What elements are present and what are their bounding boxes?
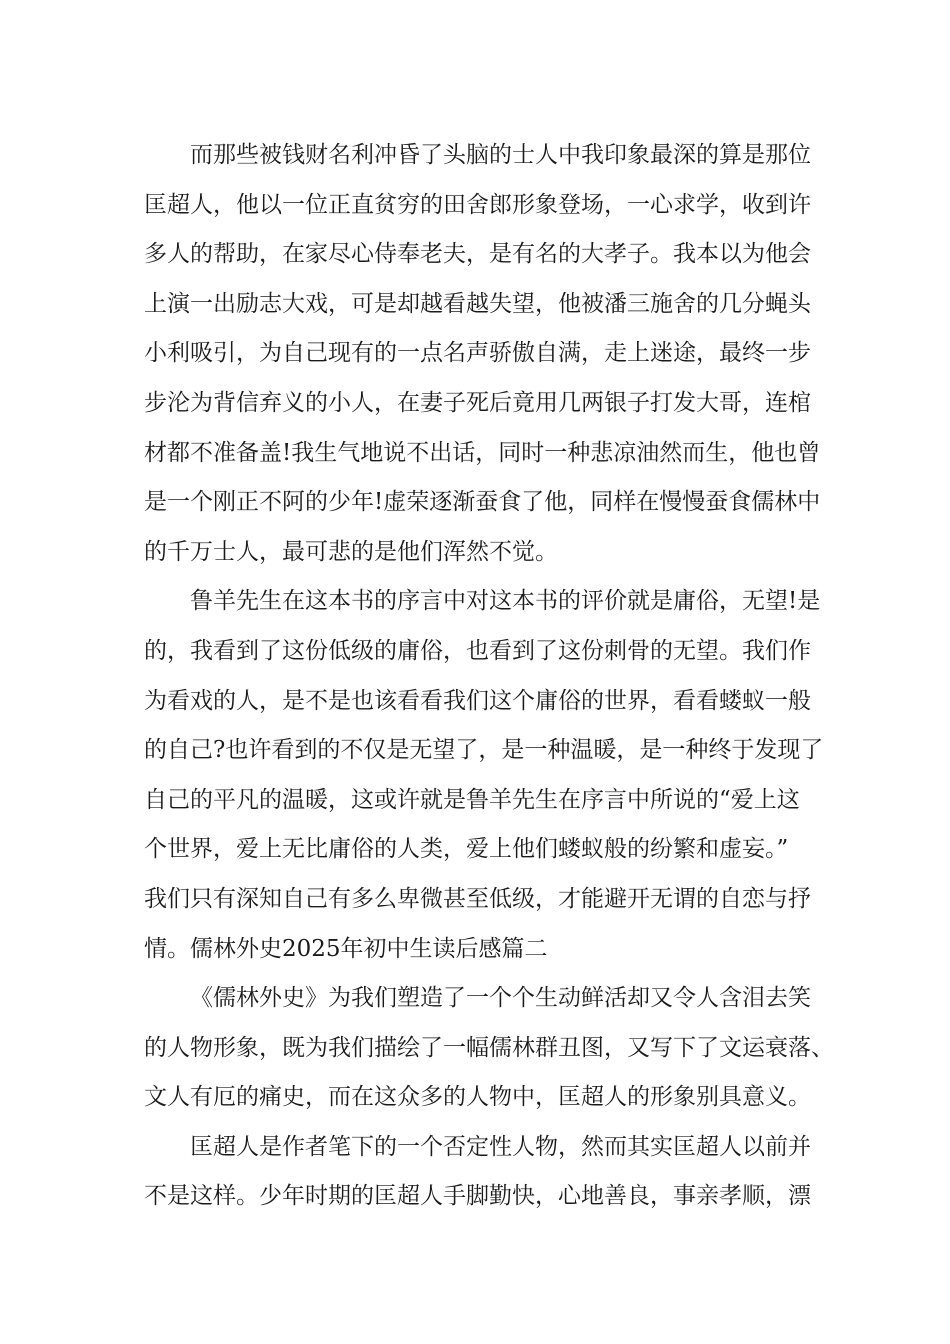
text-line: 的千万士人，最可悲的是他们浑然不觉。 [144,538,558,565]
text-line: 步沦为背信弃义的小人，在妻子死后竟用几两银子打发大哥，连棺 [144,389,811,416]
text-line: 的人物形象，既为我们描绘了一幅儒林群丑图，又写下了文运衰落、 [144,1034,834,1061]
text-line: 我们只有深知自己有多么卑微甚至低级，才能避开无谓的自恋与抒 [144,885,811,912]
text-line: 不是这样。少年时期的匡超人手脚勤快，心地善良，事亲孝顺，漂 [144,1183,811,1210]
text-line: 小利吸引，为自己现有的一点名声骄傲自满，走上迷途，最终一步 [144,340,811,367]
text-line: 而那些被钱财名利冲昏了头脑的士人中我印象最深的算是那位 [190,142,811,168]
text-line: 个世界，爱上无比庸俗的人类，爱上他们蝼蚁般的纷繁和虚妄。” [144,836,789,863]
text-line: 匡超人，他以一位正直贫穷的田舍郎形象登场，一心求学，收到许 [144,191,811,218]
text-line: 《儒林外史》为我们塑造了一个个生动鲜活却又令人含泪去笑 [190,985,811,1012]
text-line: 上演一出励志大戏，可是却越看越失望，他被潘三施舍的几分蝇头 [144,290,811,317]
text-line: 鲁羊先生在这本书的序言中对这本书的评价就是庸俗，无望!是 [190,588,821,615]
text-line: 为看戏的人，是不是也该看看我们这个庸俗的世界，看看蝼蚁一般 [144,687,811,714]
text-line: 文人有厄的痛史，而在这众多的人物中，匡超人的形象别具意义。 [144,1084,811,1111]
text-line: 多人的帮助，在家尽心侍奉老夫，是有名的大孝子。我本以为他会 [144,241,811,268]
text-line: 自己的平凡的温暖，这或许就是鲁羊先生在序言中所说的“爱上这 [144,786,800,813]
text-line: 是一个刚正不阿的少年!虚荣逐渐蚕食了他，同样在慢慢蚕食儒林中 [144,489,821,516]
text-line: 材都不准备盖!我生气地说不出话，同时一种悲凉油然而生，他也曾 [144,439,821,466]
text-line: 匡超人是作者笔下的一个否定性人物，然而其实匡超人以前并 [190,1133,811,1160]
text-line: 的自己?也许看到的不仅是无望了，是一种温暖，是一种终于发现了 [144,737,824,764]
body-text [144,131,834,1222]
text-line: 的，我看到了这份低级的庸俗，也看到了这份刺骨的无望。我们作 [144,637,811,664]
text-line: 情。儒林外史2025年初中生读后感篇二 [144,935,548,962]
